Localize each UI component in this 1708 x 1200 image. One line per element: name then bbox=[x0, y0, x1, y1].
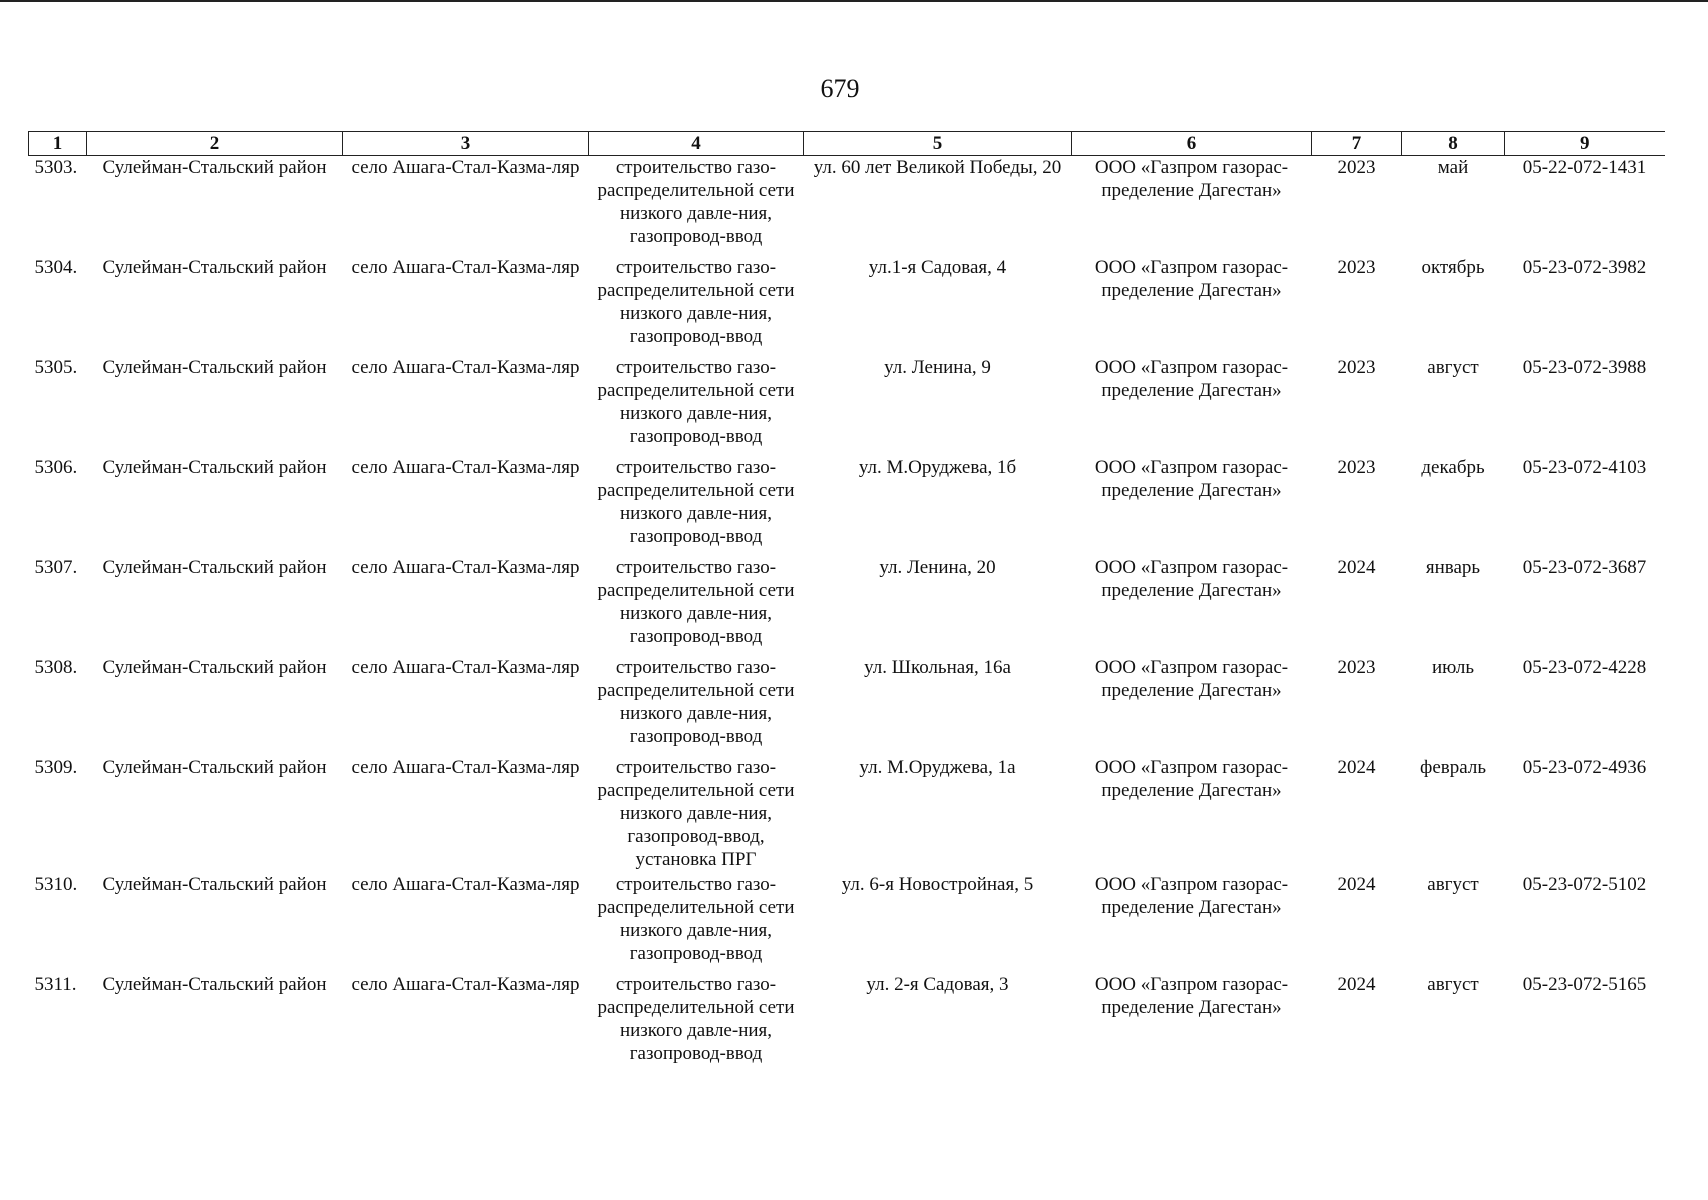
code-cell: 05-23-072-3982 bbox=[1522, 256, 1647, 278]
col-header-9: 9 bbox=[1505, 132, 1665, 156]
work-cell: строительство газо-распределительной сети низкого давле-ния, газопровод-ввод bbox=[597, 873, 795, 964]
top-rule bbox=[0, 0, 1708, 2]
col-header-1: 1 bbox=[29, 132, 87, 156]
address-cell: ул. Школьная, 16а bbox=[864, 656, 1011, 678]
table-row bbox=[29, 456, 1665, 556]
organization-cell: ООО «Газпром газорас-пределение Дагестан» bbox=[1094, 656, 1289, 701]
table-row bbox=[29, 356, 1665, 456]
address-cell: ул. М.Оруджева, 1б bbox=[858, 456, 1017, 478]
code-cell: 05-23-072-3687 bbox=[1522, 556, 1647, 578]
district-cell: Сулейман-Стальский район bbox=[102, 256, 327, 278]
year-cell: 2023 bbox=[1337, 656, 1376, 678]
row-number: 5308. bbox=[34, 656, 78, 678]
table-row bbox=[29, 256, 1665, 356]
row-number: 5303. bbox=[34, 157, 78, 178]
address-cell: ул.1-я Садовая, 4 bbox=[868, 256, 1007, 278]
organization-cell: ООО «Газпром газорас-пределение Дагестан» bbox=[1094, 356, 1289, 401]
code-cell: 05-23-072-3988 bbox=[1522, 356, 1647, 378]
code-cell: 05-23-072-5102 bbox=[1522, 873, 1647, 895]
district-cell: Сулейман-Стальский район bbox=[102, 556, 327, 578]
organization-cell: ООО «Газпром газорас-пределение Дагестан» bbox=[1094, 157, 1289, 201]
organization-cell: ООО «Газпром газорас-пределение Дагестан» bbox=[1094, 556, 1289, 601]
col-header-7: 7 bbox=[1312, 132, 1402, 156]
year-cell: 2024 bbox=[1337, 756, 1376, 778]
year-cell: 2023 bbox=[1337, 157, 1376, 178]
work-cell: строительство газо-распределительной сети низкого давле-ния, газопровод-ввод bbox=[597, 157, 795, 247]
organization-cell: ООО «Газпром газорас-пределение Дагестан» bbox=[1094, 456, 1289, 501]
year-cell: 2023 bbox=[1337, 256, 1376, 278]
table-row bbox=[29, 556, 1665, 656]
work-cell: строительство газо-распределительной сети низкого давле-ния, газопровод-ввод bbox=[597, 356, 795, 447]
locality-cell: село Ашага-Стал-Казма-ляр bbox=[351, 256, 580, 278]
row-number: 5304. bbox=[34, 256, 78, 278]
month-cell: август bbox=[1427, 973, 1479, 995]
locality-cell: село Ашага-Стал-Казма-ляр bbox=[351, 356, 580, 378]
code-cell: 05-23-072-5165 bbox=[1522, 973, 1647, 995]
address-cell: ул. М.Оруджева, 1а bbox=[859, 756, 1016, 778]
page-number: 679 bbox=[820, 74, 860, 103]
table-row bbox=[29, 156, 1665, 256]
locality-cell: село Ашага-Стал-Казма-ляр bbox=[351, 973, 580, 995]
locality-cell: село Ашага-Стал-Казма-ляр bbox=[351, 556, 580, 578]
address-cell: ул. 60 лет Великой Победы, 20 bbox=[813, 157, 1062, 178]
organization-cell: ООО «Газпром газорас-пределение Дагестан» bbox=[1094, 873, 1289, 918]
row-number: 5307. bbox=[34, 556, 78, 578]
year-cell: 2024 bbox=[1337, 873, 1376, 895]
table-row bbox=[29, 756, 1665, 873]
district-cell: Сулейман-Стальский район bbox=[102, 756, 327, 778]
work-cell: строительство газо-распределительной сети низкого давле-ния, газопровод-ввод bbox=[597, 456, 795, 547]
col-header-3: 3 bbox=[343, 132, 589, 156]
row-number: 5311. bbox=[34, 973, 77, 995]
col-header-6: 6 bbox=[1072, 132, 1312, 156]
work-cell: строительство газо-распределительной сети низкого давле-ния, газопровод-ввод bbox=[597, 256, 795, 347]
row-number: 5305. bbox=[34, 356, 78, 378]
address-cell: ул. Ленина, 9 bbox=[884, 356, 991, 378]
col-header-8: 8 bbox=[1402, 132, 1505, 156]
district-cell: Сулейман-Стальский район bbox=[102, 456, 327, 478]
locality-cell: село Ашага-Стал-Казма-ляр bbox=[351, 873, 580, 895]
organization-cell: ООО «Газпром газорас-пределение Дагестан» bbox=[1094, 256, 1289, 301]
table-row bbox=[29, 973, 1665, 1073]
month-cell: декабрь bbox=[1421, 456, 1485, 478]
district-cell: Сулейман-Стальский район bbox=[102, 157, 327, 178]
locality-cell: село Ашага-Стал-Казма-ляр bbox=[351, 756, 580, 778]
month-cell: май bbox=[1437, 157, 1469, 178]
district-cell: Сулейман-Стальский район bbox=[102, 873, 327, 895]
gasification-table bbox=[28, 131, 1665, 1073]
year-cell: 2023 bbox=[1337, 356, 1376, 378]
table-row bbox=[29, 656, 1665, 756]
row-number: 5306. bbox=[34, 456, 78, 478]
col-header-2: 2 bbox=[87, 132, 343, 156]
col-header-5: 5 bbox=[804, 132, 1072, 156]
month-cell: август bbox=[1427, 873, 1479, 895]
address-cell: ул. 2-я Садовая, 3 bbox=[866, 973, 1009, 995]
district-cell: Сулейман-Стальский район bbox=[102, 973, 327, 995]
locality-cell: село Ашага-Стал-Казма-ляр bbox=[351, 456, 580, 478]
address-cell: ул. 6-я Новостройная, 5 bbox=[841, 873, 1034, 895]
year-cell: 2023 bbox=[1337, 456, 1376, 478]
code-cell: 05-23-072-4228 bbox=[1522, 656, 1647, 678]
row-number: 5309. bbox=[34, 756, 78, 778]
work-cell: строительство газо-распределительной сети низкого давле-ния, газопровод-ввод, установка ПРГ bbox=[597, 756, 795, 870]
month-cell: октябрь bbox=[1421, 256, 1485, 278]
code-cell: 05-23-072-4936 bbox=[1522, 756, 1647, 778]
work-cell: строительство газо-распределительной сети низкого давле-ния, газопровод-ввод bbox=[597, 556, 795, 647]
table-row bbox=[29, 873, 1665, 973]
column-number-header bbox=[29, 132, 1665, 156]
month-cell: июль bbox=[1431, 656, 1475, 678]
work-cell: строительство газо-распределительной сети низкого давле-ния, газопровод-ввод bbox=[597, 656, 795, 747]
col-header-4: 4 bbox=[589, 132, 804, 156]
year-cell: 2024 bbox=[1337, 973, 1376, 995]
organization-cell: ООО «Газпром газорас-пределение Дагестан» bbox=[1094, 756, 1289, 801]
organization-cell: ООО «Газпром газорас-пределение Дагестан» bbox=[1094, 973, 1289, 1018]
work-cell: строительство газо-распределительной сети низкого давле-ния, газопровод-ввод bbox=[597, 973, 795, 1064]
month-cell: август bbox=[1427, 356, 1479, 378]
year-cell: 2024 bbox=[1337, 556, 1376, 578]
month-cell: январь bbox=[1425, 556, 1481, 578]
locality-cell: село Ашага-Стал-Казма-ляр bbox=[351, 157, 580, 178]
row-number: 5310. bbox=[34, 873, 78, 895]
district-cell: Сулейман-Стальский район bbox=[102, 356, 327, 378]
address-cell: ул. Ленина, 20 bbox=[879, 556, 996, 578]
code-cell: 05-23-072-4103 bbox=[1522, 456, 1647, 478]
district-cell: Сулейман-Стальский район bbox=[102, 656, 327, 678]
locality-cell: село Ашага-Стал-Казма-ляр bbox=[351, 656, 580, 678]
month-cell: февраль bbox=[1420, 756, 1486, 778]
code-cell: 05-22-072-1431 bbox=[1522, 157, 1647, 178]
